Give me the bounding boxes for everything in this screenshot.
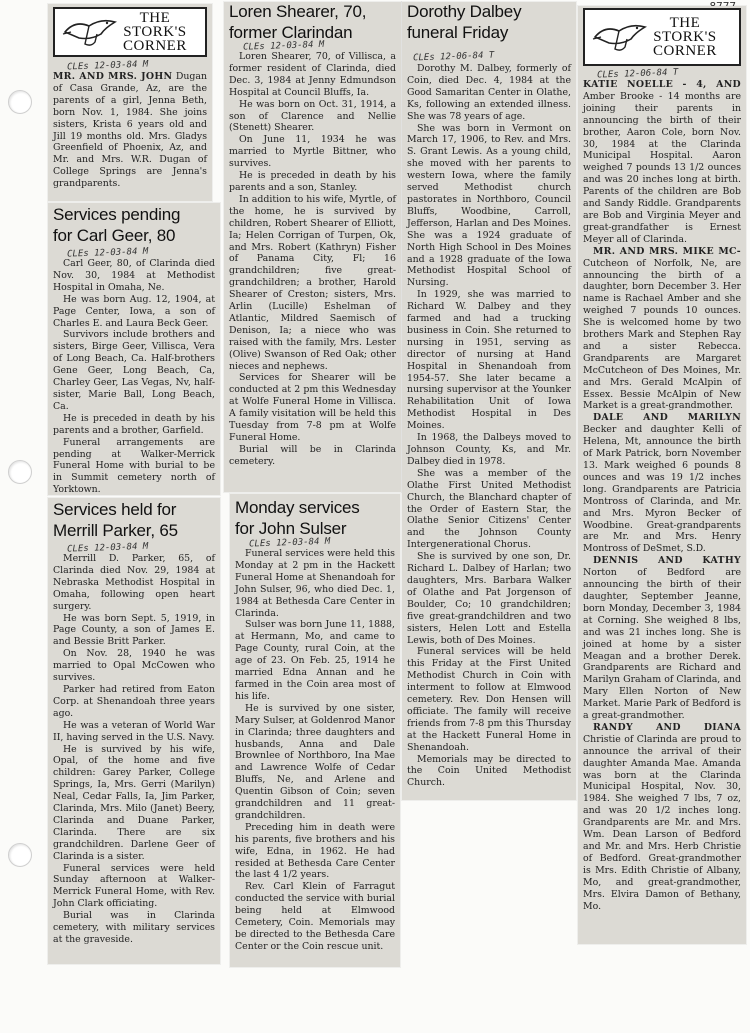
announcement-body: Becker and daughter Kelli of Helena, Mt, announce the birth of Mark Patrick, born November 13. Mark weighed 6 pounds 8 ounces and was 19 1/2 inches long. Grandparents are Patricia Montross of Clarinda, and Mr. and Mrs. Myron Becker of Woodbine. Great-grandparents are Mr. and Mrs. Henry Montross of DeSmet, S.D.: [583, 424, 741, 555]
clipping-dorothy-dalbey: [402, 2, 576, 800]
headline-line2: former Clarindan: [229, 23, 353, 42]
obituary-paragraph: Sulser was born June 11, 1888, at Hermann, Mo, and came to Page County, rural Coin, at the age of 23. On Feb. 25, 1914 he married Edna Annan and he farmed in the Coin area most of his life.: [235, 619, 395, 702]
announcement-body: Cutcheon of Norfolk, Ne, are announcing the birth of a daughter, born December 3. Her name is Rachael Amber and she weighed 7 pounds 10 ounces. She is welcomed home by two brothers Mark and Stephen Ray and a sister Rebecca. Grandparents are Margaret McCutcheon of Des Moines, Mr. and Mrs. Gerald McAlpin of Essex. Bessie McAlpin of New Market is a great-grandmother.: [583, 257, 741, 412]
obituary-paragraph: He was born Aug. 12, 1904, at Page Center, Iowa, a son of Charles E. and Laura Beck Geer.: [53, 293, 215, 329]
obituary-paragraph: Survivors include brothers and sisters, Birge Geer, Villisca, Vera of Long Beach, Ca. Half-brothers Gene Geer, Long Beach, Ca, Charley Geer, Las Vegas, Nv, half-sister, Marie Ball, Long Beach, Ca.: [53, 329, 215, 412]
announcement-heading: MR. AND MRS. MIKE MC-: [593, 245, 741, 257]
clipping-stork-left: [48, 4, 212, 201]
stork-title-line2: STORK'S: [123, 24, 187, 40]
stork-icon: [591, 19, 649, 55]
stork-icon: [61, 14, 119, 50]
obituary-paragraph: On June 11, 1934 he was married to Myrtle Bittner, who survives.: [229, 134, 396, 170]
announcement-body: Dugan of Casa Grande, Az, are the parents of a girl, Jenna Beth, born Nov. 1, 1984. She joins sisters, Krista 6 years old and Jill 19 months old. Mrs. Gladys Greenfield of Phoenix, Az, and Mr. and Mrs. W.R. Dugan of College Springs are Jenna's grandparents.: [53, 71, 207, 190]
date-stamp: CLEs 12-06-84 T: [596, 67, 679, 81]
headline-line2: for Carl Geer, 80: [53, 226, 176, 245]
date-stamp: CLEs 12-03-84 M: [66, 541, 149, 555]
headline-line1: Services pending: [53, 205, 181, 224]
stork-title-line1: THE: [669, 15, 701, 31]
announcement-heading: DENNIS AND KATHY: [593, 555, 741, 567]
announcement-body: Christie of Clarinda are proud to announce the arrival of their daughter Amanda Mae. Amanda was born at the Clarinda Municipal Hospital, Nov. 30, 1984. She weighed 7 lbs, 7 oz, and was 20 1/2 inches long. Grandparents are Mr. and Mrs. Wm. Dean Larson of Bedford and Mr. and Mrs. Herb Christie of Bedford. Great-grandmother is Mrs. Edith Christie of Albany, Mo, and great-grandmother, Mrs. Elvira Damon of Bethany, Mo.: [583, 733, 741, 912]
clipping-stork-right: [578, 6, 746, 944]
obituary-paragraph: He is survived by his wife, Opal, of the home and five children: Garey Parker, College Springs, Ia, Mrs. Gerri (Marilyn) Neal, Cedar Falls, Ia, Jim Parker, Clarinda, Mrs. Milo (Janet) Beery, Clarinda and Duane Parker, Clarinda. There are six grandchildren. Darlene Geer of Clarinda is a sister.: [53, 743, 215, 862]
obituary-paragraph: Services for Shearer will be conducted at 2 pm this Wednesday at Wolfe Funeral Home in Villisca. A family visitation will be held this Tuesday from 7-8 pm at Wolfe Funeral Home.: [229, 372, 396, 443]
obituary-paragraph: Parker had retired from Eaton Corp. at Shenandoah three years ago.: [53, 683, 215, 719]
obituary-paragraph: He is preceded in death by his parents and a brother, Garfield.: [53, 412, 215, 436]
obituary-paragraph: She was born in Vermont on March 17, 1906, to Rev. and Mrs. S. Grant Lewis. As a young child, she moved with her parents to western Iowa, where the family served Methodist church pastorates in Northboro, Council Bluffs, Woodbine, Carroll, Jefferson, Harlan and Des Moines. She was a 1924 graduate of North High School in Des Moines and a 1928 graduate of the Iowa Methodist Hospital School of Nursing.: [407, 122, 571, 289]
announcement-heading: KATIE NOELLE - 4, AND: [583, 79, 741, 90]
obituary-paragraph: Funeral services were held Sunday afternoon at Walker-Merrick Funeral Home, with Rev. John Clark officiating.: [53, 862, 215, 910]
clipping-loren-shearer: [224, 2, 401, 492]
birth-announcement: [583, 555, 741, 722]
binder-hole: [8, 460, 32, 484]
stork-title-line3: CORNER: [653, 43, 717, 59]
obituary-paragraph: She is survived by one son, Dr. Richard L. Dalbey of Harlan; two daughters, Mrs. Barbara Walker of Olathe and Pat Jorgenson of Boulder, Co; 10 grandchildren; five great-grandchildren and two sisters, Helen Lott and Estella Lewis, both of Des Moines.: [407, 551, 571, 646]
obituary-paragraph: On Nov. 28, 1940 he was married to Opal McCowen who survives.: [53, 648, 215, 684]
stork-title-line2: STORK'S: [653, 29, 717, 45]
obituary-paragraph: Rev. Carl Klein of Farragut conducted the service with burial being held at Elmwood Cemetery, Coin. Memorials may be directed to the Bethesda Care Center or the Coin rescue unit.: [235, 881, 395, 952]
obituary-paragraph: Funeral services will be held this Friday at the First United Methodist Church in Coin with interment to follow at Elmwood cemetery. Rev. Don Hensen will officiate. The family will receive friends from 7-8 pm this Thursday at the Hackett Funeral Home in Shenandoah.: [407, 646, 571, 753]
obituary-paragraph: Merrill D. Parker, 65, of Clarinda died Nov. 29, 1984 at Nebraska Methodist Hospital in Omaha, following open heart surgery.: [53, 553, 215, 612]
clipping-merrill-parker: [48, 498, 220, 964]
obituary-paragraph: Carl Geer, 80, of Clarinda died Nov. 30, 1984 at Methodist Hospital in Omaha, Ne.: [53, 258, 215, 293]
birth-announcement: [583, 412, 741, 555]
stork-logo: [53, 7, 207, 57]
stork-title-line1: THE: [139, 10, 171, 26]
headline-line1: Services held for: [53, 500, 177, 519]
date-stamp: CLEs 12-03-84 M: [66, 59, 149, 73]
headline-line2: funeral Friday: [407, 23, 509, 42]
obituary-paragraph: In addition to his wife, Myrtle, of the home, he is survived by children, Robert Shearer of Elliott, Ia; Helen Corrigan of Turpen, Ok, and Mrs. Robert (Kathryn) Fisher of Panama City, Fl; 16 grandchildren; five great-grandchildren; a brother, Harold Shearer of Creston; sisters, Mrs. Arlin (Lucille) Eshelman of Atlantic, Mildred Saemisch of Denison, Ia; a niece who was raised with the family, Mrs. Lester (Olive) Swanson of Red Oak; other nieces and nephews.: [229, 193, 396, 372]
obituary-paragraph: Funeral services were held this Monday at 2 pm in the Hackett Funeral Home at Shenandoah for John Sulser, 96, who died Dec. 1, 1984 at Bethesda Care Center in Clarinda.: [235, 548, 395, 619]
headline-line2: for John Sulser: [235, 519, 347, 538]
announcement-heading: MR. AND MRS. JOHN: [53, 71, 173, 82]
headline-line1: Dorothy Dalbey: [407, 2, 522, 21]
obituary-paragraph: Dorothy M. Dalbey, formerly of Coin, died Dec. 4, 1984 at the Good Samaritan Center in Olathe, Ks, following an extended illness. She was 78 years of age.: [407, 63, 571, 122]
clipping-carl-geer: [48, 203, 220, 495]
binder-hole: [8, 843, 32, 867]
stork-title-line3: CORNER: [123, 38, 187, 54]
birth-announcement: [53, 71, 207, 190]
date-stamp: CLEs 12-06-84 T: [412, 50, 495, 64]
binder-hole: [8, 90, 32, 114]
obituary-paragraph: In 1929, she was married to Richard W. Dalbey and they farmed and had a trucking business in Coin. She returned to nursing in 1951, serving as director of nursing at Hand Hospital in Shenandoah from 1954-57. She later became a nursing supervisor at the Younker Rehabilitation Unit of Iowa Methodist Hospital in Des Moines.: [407, 289, 571, 432]
obituary-paragraph: Memorials may be directed to the Coin United Methodist Church.: [407, 753, 571, 789]
stork-logo: [583, 8, 741, 66]
birth-announcement: [583, 79, 741, 246]
obituary-paragraph: He was born on Oct. 31, 1914, a son of Clarence and Nellie (Stenett) Shearer.: [229, 98, 396, 134]
headline-line1: Loren Shearer, 70,: [229, 2, 367, 21]
headline-line1: Monday services: [235, 498, 360, 517]
clipping-john-sulser: [230, 494, 400, 967]
date-stamp: CLEs 12-03-84 M: [248, 536, 331, 550]
announcement-heading: DALE AND MARILYN: [593, 412, 741, 424]
obituary-paragraph: He was born Sept. 5, 1919, in Page County, a son of James E. and Bessie Britt Parker.: [53, 612, 215, 648]
obituary-paragraph: He is preceded in death by his parents and a son, Stanley.: [229, 170, 396, 193]
headline-line2: Merrill Parker, 65: [53, 521, 178, 540]
obituary-paragraph: Preceding him in death were his parents, five brothers and his wife, Edna, in 1962. He had resided at Bethesda Care Center the last 4 1/2 years.: [235, 821, 395, 881]
birth-announcement: [583, 722, 741, 913]
obituary-paragraph: Loren Shearer, 70, of Villisca, a former resident of Clarinda, died Dec. 3, 1984 at Jenny Edmundson Hospital at Council Bluffs, Ia.: [229, 51, 396, 98]
date-stamp: CLEs 12-03-84 M: [66, 246, 149, 260]
announcement-body: Amber Brooke - 14 months are joining their parents in announcing the birth of their brother, Aaron Cole, born Nov. 30, 1984 at the Clarinda Municipal Hospital. Aaron weighed 7 pounds 13 1/2 ounces and was 20 inches long at birth. Parents of the children are Bob and Sandy Riddle. Grandparents are Bob and Virginia Meyer and great-grandfather is Ernest Meyer all of Clarinda.: [583, 90, 741, 245]
birth-announcement: [583, 246, 741, 413]
date-stamp: CLEs 12-03-84 M: [242, 39, 325, 53]
obituary-paragraph: He was a veteran of World War II, having served in the U.S. Navy.: [53, 719, 215, 743]
obituary-paragraph: He is survived by one sister, Mary Sulser, at Goldenrod Manor in Clarinda; three daughters and husbands, Anna and Dale Brownlee of Northboro, Ina Mae and Lawrence Wolfe of Cedar Bluffs, Ne, and Arlene and Quentin Gibson of Coin; seven grandchildren and 11 great-grandchildren.: [235, 702, 395, 821]
announcement-body: Norton of Bedford are announcing the birth of their daughter, September Jeanne, born Monday, December 3, 1984 at Corning. She weighed 8 lbs, and was 21 inches long. She is joined at home by a sister Meagan and a brother Derek. Grandparents are Richard and Marilyn Graham of Clarinda, and Mary Ellen Norton of New Market. Marie Park of Bedford is a great-grandmother.: [583, 567, 741, 722]
obituary-paragraph: Burial will be in Clarinda cemetery.: [229, 443, 396, 467]
obituary-paragraph: She was a member of the Olathe First United Methodist Church, the Blanchard chapter of the Order of Eastern Star, the Olathe Senior Citizens' Center and the Johnson County Intergenerational Chorus.: [407, 467, 571, 551]
obituary-paragraph: Burial was in Clarinda cemetery, with military services at the graveside.: [53, 910, 215, 945]
obituary-paragraph: Funeral arrangements are pending at Walker-Merrick Funeral Home with burial to be in Summit cemetery north of Yorktown.: [53, 436, 215, 495]
obituary-paragraph: In 1968, the Dalbeys moved to Johnson County, Ks, and Mr. Dalbey died in 1978.: [407, 432, 571, 467]
announcement-heading: RANDY AND DIANA: [593, 721, 741, 733]
